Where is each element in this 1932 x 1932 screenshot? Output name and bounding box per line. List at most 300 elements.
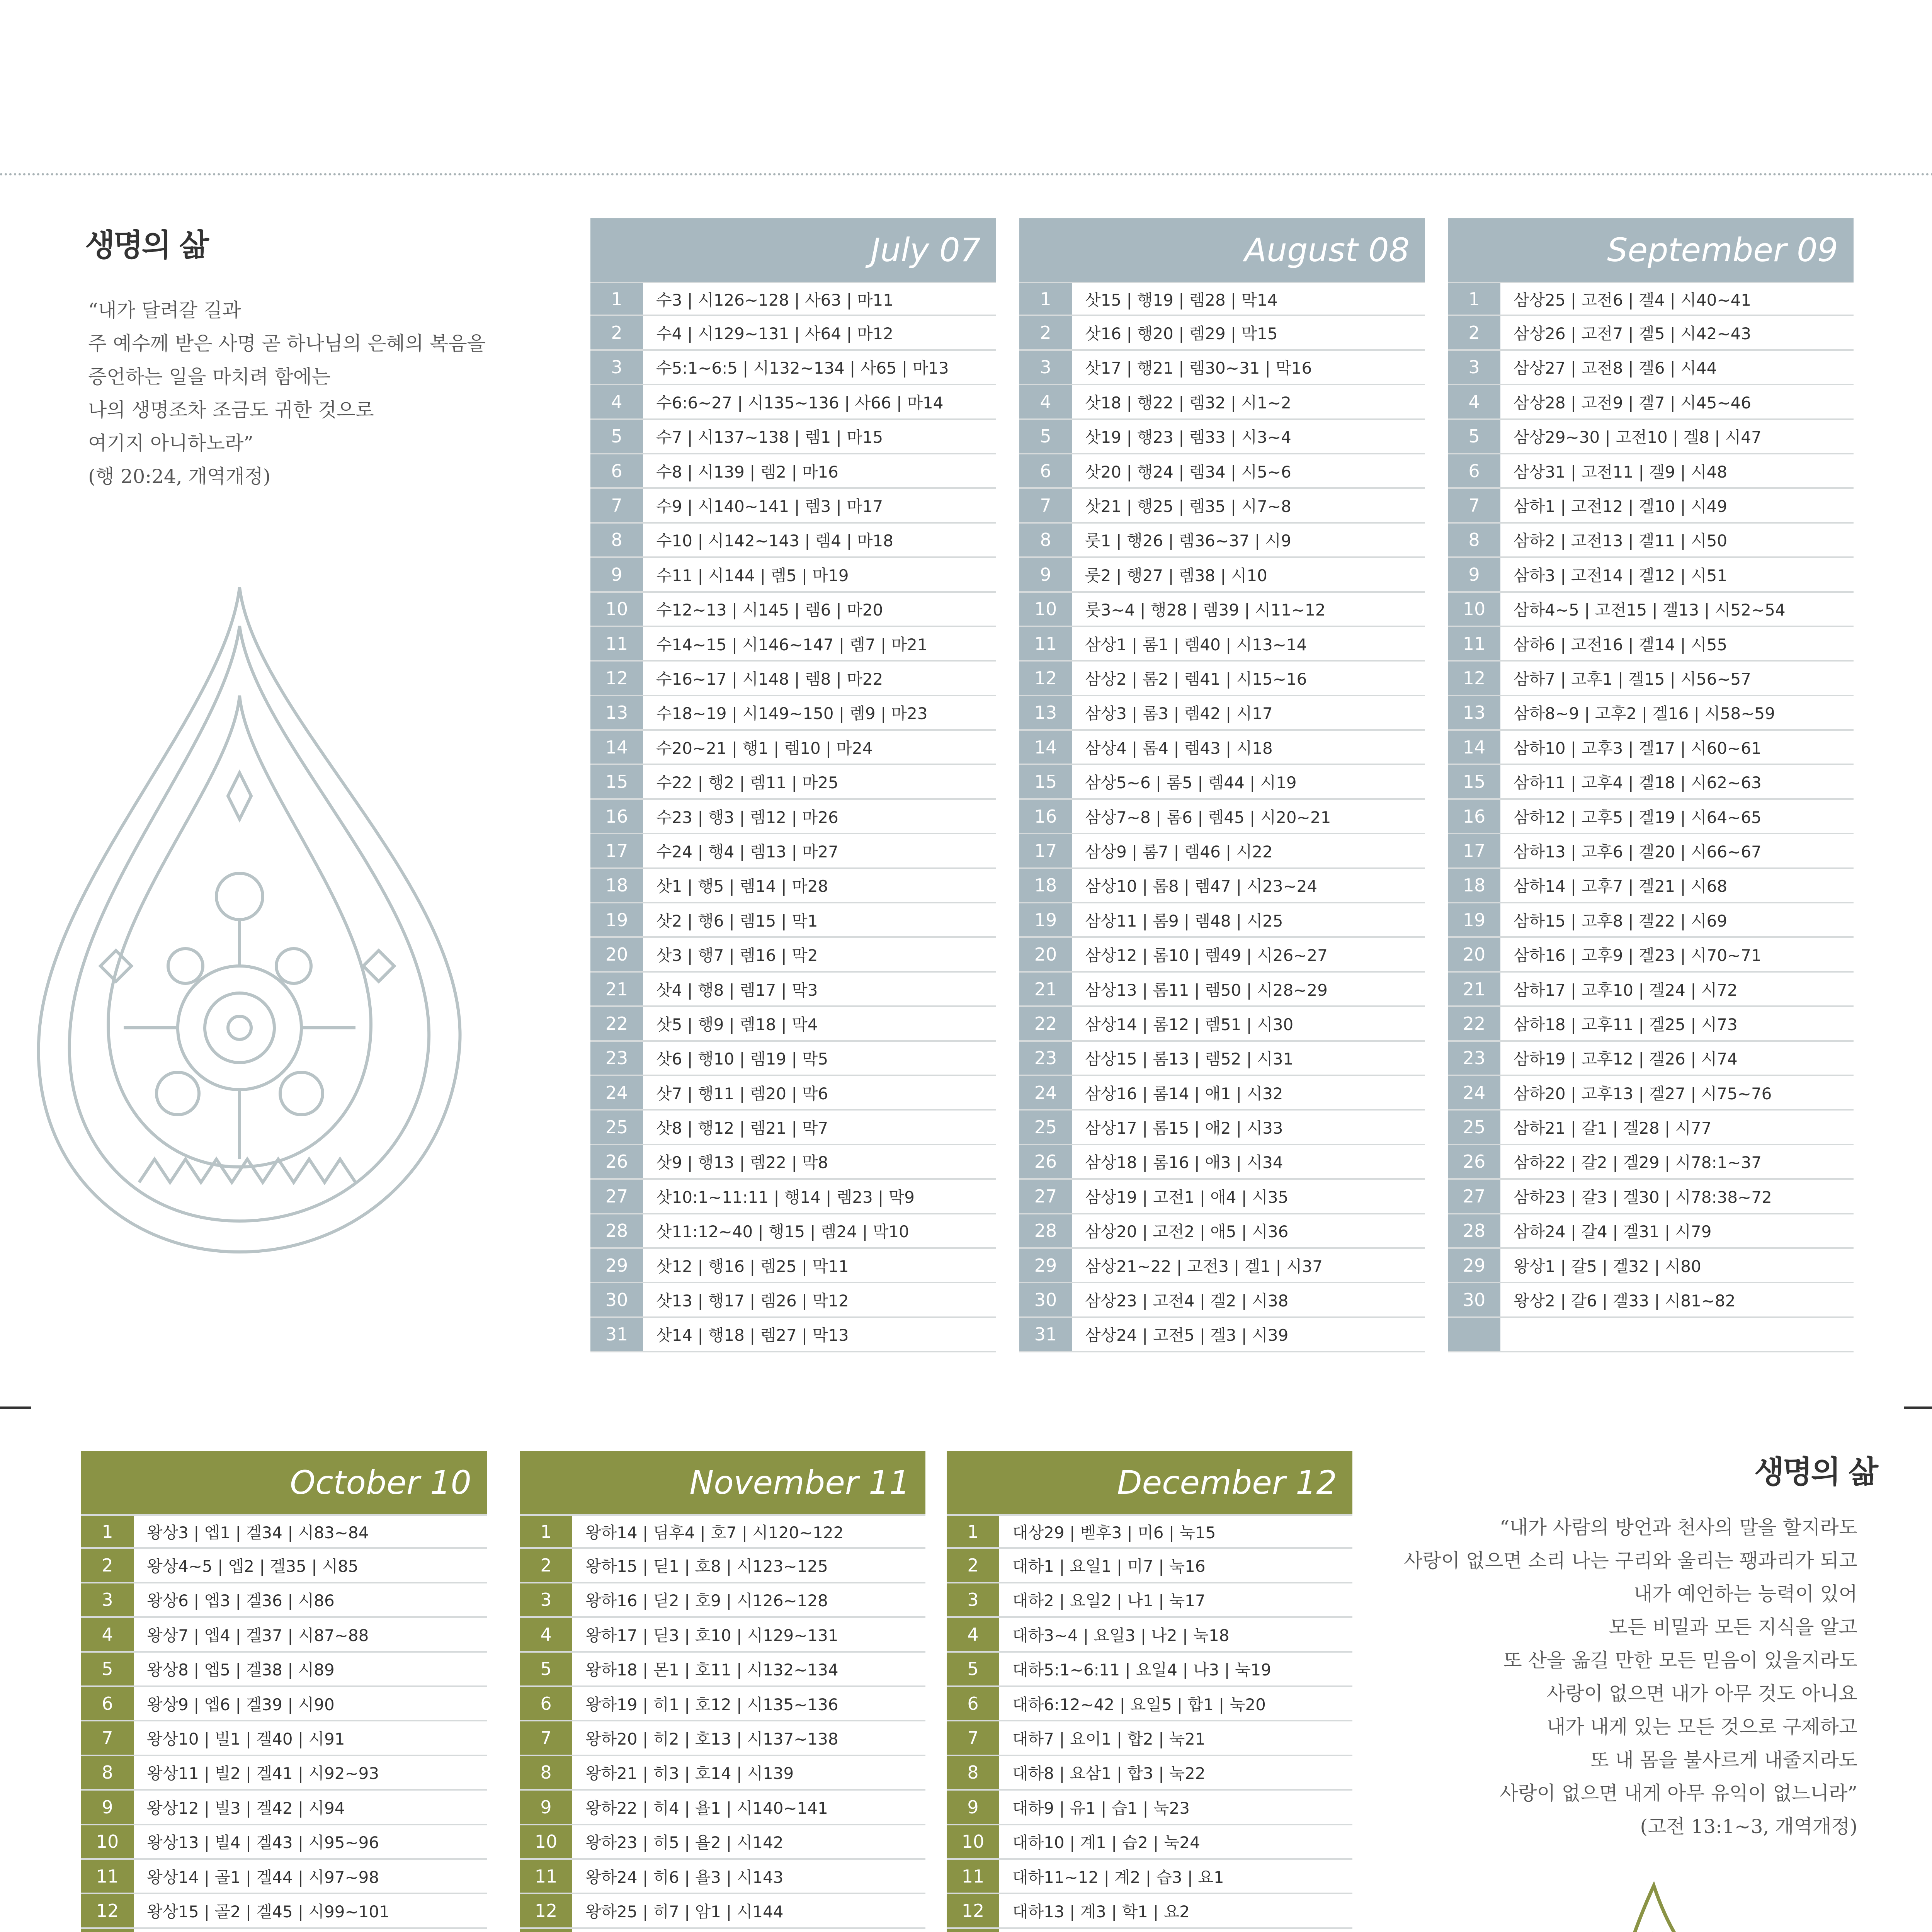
- day-number: [520, 1929, 574, 1932]
- day-number: 14: [1448, 731, 1502, 764]
- reading-row: [590, 1111, 996, 1145]
- day-number: 7: [590, 489, 645, 522]
- top-dotted-rule: [0, 173, 1932, 175]
- reading-text: 삿1 | 행5 | 렘14 | 마28: [656, 877, 828, 896]
- reading-text: 왕하18 | 몬1 | 호11 | 시132~134: [585, 1660, 838, 1680]
- day-number: 8: [947, 1756, 1001, 1789]
- reading-row: [1448, 696, 1854, 731]
- reading-row: [1448, 1180, 1854, 1214]
- reading-row: [1019, 938, 1425, 972]
- reading-row: [1448, 420, 1854, 454]
- reading-row: [1019, 800, 1425, 834]
- reading-text: 수5:1~6:5 | 시132~134 | 사65 | 마13: [656, 359, 949, 378]
- day-number: 28: [1448, 1214, 1502, 1247]
- day-number: 9: [520, 1791, 574, 1823]
- reading-rows: [1019, 282, 1425, 1352]
- reading-text: 수8 | 시139 | 렘2 | 마16: [656, 462, 838, 481]
- reading-text: 왕하14 | 딤후4 | 호7 | 시120~122: [585, 1523, 844, 1542]
- day-number: 8: [81, 1756, 135, 1789]
- magazine-logo-top: 생명의 삶: [85, 227, 207, 263]
- reading-row: [1448, 903, 1854, 938]
- day-number: 10: [947, 1825, 1001, 1858]
- reading-text: 수6:6~27 | 시135~136 | 사66 | 마14: [656, 393, 944, 412]
- reading-text: 왕상4~5 | 엡2 | 겔35 | 시85: [147, 1557, 359, 1576]
- day-number: 12: [1019, 662, 1073, 694]
- day-number: 17: [1019, 834, 1073, 867]
- day-number: 16: [1019, 800, 1073, 833]
- day-number: 14: [1019, 731, 1073, 764]
- reading-text: 수16~17 | 시148 | 렘8 | 마22: [656, 669, 883, 689]
- month-title: September 09: [1448, 218, 1854, 282]
- reading-row: [1448, 1007, 1854, 1041]
- reading-text: 삼하11 | 고후4 | 겔18 | 시62~63: [1514, 773, 1762, 793]
- reading-text: 대하13 | 계3 | 학1 | 요2: [1012, 1902, 1190, 1921]
- reading-row: [520, 1514, 925, 1549]
- reading-row: [1019, 1111, 1425, 1145]
- reading-text: 삼하23 | 갈3 | 겔30 | 시78:38~72: [1514, 1187, 1772, 1207]
- day-number: 11: [947, 1860, 1001, 1893]
- reading-row: [1448, 385, 1854, 420]
- day-number: 17: [1448, 834, 1502, 867]
- reading-text: 왕하19 | 히1 | 호12 | 시135~136: [585, 1695, 838, 1714]
- day-number: 25: [590, 1111, 645, 1143]
- reading-text: 왕상15 | 골2 | 겔45 | 시99~101: [147, 1902, 389, 1921]
- day-number: 9: [1448, 558, 1502, 591]
- month-table-december: [947, 1451, 1352, 1932]
- day-number: 26: [1448, 1145, 1502, 1178]
- reading-row: [590, 489, 996, 523]
- reading-text: 왕상3 | 엡1 | 겔34 | 시83~84: [147, 1523, 369, 1542]
- day-number: 24: [1448, 1076, 1502, 1109]
- reading-row: [590, 420, 996, 454]
- reading-row: [590, 938, 996, 972]
- day-number: 21: [590, 973, 645, 1005]
- reading-row: [1019, 351, 1425, 385]
- reading-text: 삿21 | 행25 | 렘35 | 시7~8: [1085, 497, 1291, 516]
- reading-row: [590, 351, 996, 385]
- reading-text: 대하5:1~6:11 | 요일4 | 나3 | 눅19: [1012, 1660, 1271, 1680]
- reading-row: [1448, 938, 1854, 972]
- month-table-october: [81, 1451, 487, 1932]
- reading-row: [590, 869, 996, 903]
- reading-text: 삿2 | 행6 | 렘15 | 막1: [656, 911, 818, 930]
- reading-row: [1448, 765, 1854, 799]
- reading-row: [81, 1721, 487, 1756]
- reading-text: 왕하25 | 히7 | 암1 | 시144: [585, 1902, 784, 1921]
- day-number: 10: [1448, 593, 1502, 626]
- reading-row: [947, 1653, 1352, 1687]
- day-number: 30: [1448, 1283, 1502, 1316]
- reading-text: 왕상11 | 빌2 | 겔41 | 시92~93: [147, 1764, 379, 1783]
- reading-row: [947, 1687, 1352, 1721]
- quote-line: 또 산을 옮길 만한 모든 믿음이 있을지라도: [1503, 1649, 1857, 1672]
- day-number: 21: [1019, 973, 1073, 1005]
- reading-row: [81, 1756, 487, 1791]
- reading-text: 수18~19 | 시149~150 | 렘9 | 마23: [656, 704, 928, 723]
- reading-text: 삿9 | 행13 | 렘22 | 막8: [656, 1153, 828, 1172]
- quote-line: 나의 생명조차 조금도 귀한 것으로: [88, 399, 374, 421]
- reading-row: [1448, 454, 1854, 489]
- day-number: 3: [520, 1583, 574, 1616]
- day-number: 31: [590, 1318, 645, 1351]
- reading-text: 삼상7~8 | 롬6 | 렘45 | 시20~21: [1085, 808, 1331, 827]
- reading-text: 삼상26 | 고전7 | 겔5 | 시42~43: [1514, 324, 1751, 344]
- reading-text: 삼하14 | 고후7 | 겔21 | 시68: [1514, 877, 1728, 896]
- day-number: [81, 1929, 135, 1932]
- reading-row: [81, 1618, 487, 1652]
- reading-row: [1019, 593, 1425, 627]
- reading-text: 수9 | 시140~141 | 렘3 | 마17: [656, 497, 883, 516]
- day-number: 1: [1448, 283, 1502, 315]
- reading-text: 왕상13 | 빌4 | 겔43 | 시95~96: [147, 1833, 379, 1852]
- reading-text: 수14~15 | 시146~147 | 렘7 | 마21: [656, 635, 928, 654]
- reading-row: [1019, 1249, 1425, 1283]
- day-number: 4: [81, 1618, 135, 1651]
- quote-line: “내가 달려갈 길과: [88, 299, 241, 321]
- reading-text: 삿17 | 행21 | 렘30~31 | 막16: [1085, 359, 1312, 378]
- day-number: 15: [590, 765, 645, 798]
- reading-row: [1019, 282, 1425, 316]
- reading-row: [1448, 316, 1854, 350]
- reading-text: 수12~13 | 시145 | 렘6 | 마20: [656, 600, 883, 620]
- reading-row: [947, 1514, 1352, 1549]
- reading-rows: [590, 282, 996, 1352]
- reading-row: [81, 1583, 487, 1618]
- reading-text: 삿20 | 행24 | 렘34 | 시5~6: [1085, 462, 1291, 481]
- day-number: 12: [947, 1894, 1001, 1927]
- day-number: 22: [590, 1007, 645, 1040]
- day-number: 20: [590, 938, 645, 971]
- reading-row: [1448, 282, 1854, 316]
- reading-text: 수3 | 시126~128 | 사63 | 마11: [656, 290, 893, 310]
- quote-line: 주 예수께 받은 사명 곧 하나님의 은혜의 복음을: [88, 332, 486, 355]
- quote-line: 사랑이 없으면 내가 아무 것도 아니요: [1547, 1682, 1857, 1705]
- reading-text: 왕상2 | 갈6 | 겔33 | 시81~82: [1514, 1291, 1736, 1311]
- day-number: 1: [1019, 283, 1073, 315]
- reading-row: [1019, 420, 1425, 454]
- reading-text: 삼상12 | 롬10 | 렘49 | 시26~27: [1085, 946, 1328, 965]
- day-number: 7: [1448, 489, 1502, 522]
- reading-row: [1019, 834, 1425, 869]
- day-number: 10: [590, 593, 645, 626]
- reading-text: 삿15 | 행19 | 렘28 | 막14: [1085, 290, 1278, 310]
- day-number: 23: [590, 1042, 645, 1075]
- day-number: 28: [1019, 1214, 1073, 1247]
- day-number: 17: [590, 834, 645, 867]
- reading-text: 삿10:1~11:11 | 행14 | 렘23 | 막9: [656, 1187, 915, 1207]
- reading-row: [1019, 1145, 1425, 1180]
- reading-row: [590, 385, 996, 420]
- day-number: 3: [947, 1583, 1001, 1616]
- reading-text: 삿16 | 행20 | 렘29 | 막15: [1085, 324, 1278, 344]
- day-number: 2: [520, 1549, 574, 1582]
- day-number: 6: [590, 454, 645, 487]
- reading-text: 왕하15 | 딛1 | 호8 | 시123~125: [585, 1557, 828, 1576]
- reading-text: 삼하12 | 고후5 | 겔19 | 시64~65: [1514, 808, 1762, 827]
- reading-row: [81, 1791, 487, 1825]
- day-number: 2: [1019, 316, 1073, 349]
- quote-line: 또 내 몸을 불사르게 내줄지라도: [1590, 1749, 1857, 1771]
- reading-row: [590, 973, 996, 1007]
- reading-text: 대하7 | 요이1 | 합2 | 눅21: [1012, 1730, 1206, 1749]
- reading-text: 삿8 | 행12 | 렘21 | 막7: [656, 1119, 828, 1138]
- reading-text: 왕상10 | 빌1 | 겔40 | 시91: [147, 1730, 345, 1749]
- day-number: 10: [1019, 593, 1073, 626]
- day-number: 12: [520, 1894, 574, 1927]
- day-number: 9: [81, 1791, 135, 1823]
- reading-text: 대하11~12 | 계2 | 습3 | 요1: [1012, 1867, 1224, 1887]
- day-number: 19: [590, 903, 645, 936]
- reading-text: 삼상13 | 롬11 | 렘50 | 시28~29: [1085, 980, 1328, 1000]
- reading-row: [520, 1618, 925, 1652]
- quote-corinthians: [1404, 1511, 1857, 1843]
- day-number: 1: [520, 1516, 574, 1547]
- reading-rows: [81, 1514, 487, 1932]
- month-table-august: [1019, 218, 1425, 1352]
- day-number: 10: [520, 1825, 574, 1858]
- day-number: 27: [1019, 1180, 1073, 1213]
- reading-text: 삼하19 | 고후12 | 겔26 | 시74: [1514, 1049, 1738, 1069]
- reading-row: [81, 1894, 487, 1929]
- reading-row: [520, 1791, 925, 1825]
- reading-row: [1448, 662, 1854, 696]
- reading-row: [947, 1929, 1352, 1932]
- day-number: 10: [81, 1825, 135, 1858]
- reading-text: 수4 | 시129~131 | 사64 | 마12: [656, 324, 893, 344]
- reading-text: 룻1 | 행26 | 렘36~37 | 시9: [1085, 531, 1291, 551]
- reading-row: [1019, 316, 1425, 350]
- reading-text: 대상29 | 벧후3 | 미6 | 눅15: [1012, 1523, 1216, 1542]
- reading-row: [1448, 1145, 1854, 1180]
- reading-row: [590, 696, 996, 731]
- reading-row: [520, 1929, 925, 1932]
- reading-text: 왕하22 | 히4 | 욜1 | 시140~141: [585, 1798, 828, 1818]
- day-number: 9: [1019, 558, 1073, 591]
- reading-text: 왕상7 | 엡4 | 겔37 | 시87~88: [147, 1626, 369, 1645]
- day-number: 8: [520, 1756, 574, 1789]
- month-title: December 12: [947, 1451, 1352, 1514]
- day-number: 24: [1019, 1076, 1073, 1109]
- quote-line: “내가 사람의 방언과 천사의 말을 할지라도: [1499, 1516, 1857, 1539]
- month-table-september: [1448, 218, 1854, 1352]
- reading-row: [947, 1860, 1352, 1894]
- reading-row: [1019, 454, 1425, 489]
- reading-row: [81, 1514, 487, 1549]
- day-number: 20: [1019, 938, 1073, 971]
- reading-row: [1019, 524, 1425, 558]
- reading-row: [1019, 385, 1425, 420]
- day-number: 16: [590, 800, 645, 833]
- reading-row: [590, 834, 996, 869]
- reading-text: 삼상11 | 롬9 | 렘48 | 시25: [1085, 911, 1283, 930]
- reading-row: [81, 1687, 487, 1721]
- reading-text: 삼상27 | 고전8 | 겔6 | 시44: [1514, 359, 1717, 378]
- reading-row: [590, 454, 996, 489]
- reading-row: [81, 1653, 487, 1687]
- reading-row: [520, 1825, 925, 1860]
- day-number: 11: [520, 1860, 574, 1893]
- day-number: 14: [590, 731, 645, 764]
- reading-row: [1448, 1318, 1854, 1352]
- reading-text: 대하6:12~42 | 요일5 | 합1 | 눅20: [1012, 1695, 1266, 1714]
- reading-row: [1019, 1076, 1425, 1111]
- day-number: 21: [1448, 973, 1502, 1005]
- day-number: 4: [947, 1618, 1001, 1651]
- reading-text: 삼상15 | 롬13 | 렘52 | 시31: [1085, 1049, 1294, 1069]
- quote-line: 모든 비밀과 모든 지식을 알고: [1609, 1616, 1857, 1638]
- quote-acts: [88, 294, 486, 493]
- reading-text: 대하1 | 요일1 | 미7 | 눅16: [1012, 1557, 1206, 1576]
- day-number: 2: [81, 1549, 135, 1582]
- day-number: 18: [590, 869, 645, 902]
- reading-row: [81, 1929, 487, 1932]
- reading-row: [590, 1042, 996, 1076]
- reading-text: 왕하21 | 히3 | 호14 | 시139: [585, 1764, 794, 1783]
- reading-text: 수22 | 행2 | 렘11 | 마25: [656, 773, 838, 793]
- reading-row: [590, 1076, 996, 1111]
- day-number: 12: [81, 1894, 135, 1927]
- reading-row: [1448, 1283, 1854, 1318]
- reading-text: 삼상4 | 롬4 | 렘43 | 시18: [1085, 738, 1273, 758]
- reading-text: 삼하18 | 고후11 | 겔25 | 시73: [1514, 1015, 1738, 1034]
- reading-row: [1448, 489, 1854, 523]
- day-number: 22: [1448, 1007, 1502, 1040]
- reading-text: 수24 | 행4 | 렘13 | 마27: [656, 842, 838, 861]
- reading-row: [520, 1653, 925, 1687]
- reading-text: 삿14 | 행18 | 렘27 | 막13: [656, 1326, 849, 1345]
- reading-row: [1448, 731, 1854, 765]
- reading-row: [1448, 558, 1854, 592]
- reading-row: [520, 1860, 925, 1894]
- day-number: 22: [1019, 1007, 1073, 1040]
- reading-row: [81, 1549, 487, 1583]
- day-number: 9: [947, 1791, 1001, 1823]
- reading-text: 삼상17 | 롬15 | 애2 | 시33: [1085, 1119, 1283, 1138]
- day-number: 31: [1019, 1318, 1073, 1351]
- reading-row: [1019, 765, 1425, 799]
- reading-row: [590, 662, 996, 696]
- day-number: 1: [81, 1516, 135, 1547]
- reading-row: [590, 1283, 996, 1318]
- reading-text: 삼하15 | 고후8 | 겔22 | 시69: [1514, 911, 1728, 930]
- reading-text: 삿5 | 행9 | 렘18 | 막4: [656, 1015, 818, 1034]
- day-number: 6: [1448, 454, 1502, 487]
- day-number: 7: [1019, 489, 1073, 522]
- day-number: 15: [1448, 765, 1502, 798]
- reading-text: 삿19 | 행23 | 렘33 | 시3~4: [1085, 428, 1291, 447]
- reading-text: 삼상28 | 고전9 | 겔7 | 시45~46: [1514, 393, 1751, 412]
- day-number: 27: [1448, 1180, 1502, 1213]
- reading-row: [947, 1549, 1352, 1583]
- reading-text: 삼하10 | 고후3 | 겔17 | 시60~61: [1514, 738, 1762, 758]
- reading-text: 대하10 | 계1 | 습2 | 눅24: [1012, 1833, 1200, 1852]
- day-number: 25: [1448, 1111, 1502, 1143]
- day-number: 30: [590, 1283, 645, 1316]
- reading-text: 삼하4~5 | 고전15 | 겔13 | 시52~54: [1514, 600, 1786, 620]
- day-number: [947, 1929, 1001, 1932]
- reading-row: [590, 282, 996, 316]
- reading-text: 삼하13 | 고후6 | 겔20 | 시66~67: [1514, 842, 1762, 861]
- reading-row: [1019, 869, 1425, 903]
- day-number: 5: [590, 420, 645, 453]
- reading-text: 삼상16 | 롬14 | 애1 | 시32: [1085, 1084, 1283, 1103]
- reading-text: 삿18 | 행22 | 렘32 | 시1~2: [1085, 393, 1291, 412]
- day-number: 19: [1019, 903, 1073, 936]
- reading-row: [590, 1007, 996, 1041]
- day-number: 3: [590, 351, 645, 384]
- reading-row: [1019, 1283, 1425, 1318]
- reading-text: 삼하17 | 고후10 | 겔24 | 시72: [1514, 980, 1738, 1000]
- reading-text: 삼상5~6 | 롬5 | 렘44 | 시19: [1085, 773, 1297, 793]
- reading-text: 삼상25 | 고전6 | 겔4 | 시40~41: [1514, 290, 1751, 310]
- reading-text: 대하3~4 | 요일3 | 나2 | 눅18: [1012, 1626, 1230, 1645]
- day-number: 12: [590, 662, 645, 694]
- day-number: 8: [590, 524, 645, 556]
- reading-row: [1448, 593, 1854, 627]
- reading-text: 왕하17 | 딛3 | 호10 | 시129~131: [585, 1626, 838, 1645]
- reading-row: [1019, 973, 1425, 1007]
- reading-row: [947, 1894, 1352, 1929]
- reading-row: [590, 903, 996, 938]
- day-number: 13: [1448, 696, 1502, 729]
- reading-text: 삿6 | 행10 | 렘19 | 막5: [656, 1049, 828, 1069]
- day-number: 4: [1019, 385, 1073, 418]
- reading-row: [1019, 1214, 1425, 1249]
- reading-row: [81, 1860, 487, 1894]
- reading-text: 왕하16 | 딛2 | 호9 | 시126~128: [585, 1591, 828, 1611]
- reading-row: [1448, 800, 1854, 834]
- day-number: 1: [947, 1516, 1001, 1547]
- reading-row: [81, 1825, 487, 1860]
- day-number: 20: [1448, 938, 1502, 971]
- reading-rows: [947, 1514, 1352, 1932]
- reading-row: [947, 1721, 1352, 1756]
- reading-row: [590, 593, 996, 627]
- day-number: 15: [1019, 765, 1073, 798]
- day-number: 1: [590, 283, 645, 315]
- reading-text: 왕하20 | 히2 | 호13 | 시137~138: [585, 1730, 838, 1749]
- reading-row: [520, 1549, 925, 1583]
- reading-row: [590, 1180, 996, 1214]
- day-number: 12: [1448, 662, 1502, 694]
- reading-row: [590, 1214, 996, 1249]
- reading-row: [590, 558, 996, 592]
- reading-row: [947, 1825, 1352, 1860]
- quote-line: 사랑이 없으면 소리 나는 구리와 울리는 꽹과리가 되고: [1404, 1549, 1857, 1572]
- reading-row: [1448, 1249, 1854, 1283]
- reading-row: [1019, 489, 1425, 523]
- quote-line: 증언하는 일을 마치려 함에는: [88, 366, 331, 388]
- month-table-november: [520, 1451, 925, 1932]
- day-number: 11: [1019, 627, 1073, 660]
- day-number: 28: [590, 1214, 645, 1247]
- day-number: 23: [1448, 1042, 1502, 1075]
- reading-text: 대하8 | 요삼1 | 합3 | 눅22: [1012, 1764, 1206, 1783]
- day-number: 4: [1448, 385, 1502, 418]
- reading-row: [520, 1894, 925, 1929]
- reading-row: [1448, 1111, 1854, 1145]
- month-title: August 08: [1019, 218, 1425, 282]
- reading-row: [947, 1618, 1352, 1652]
- reading-text: 삼상23 | 고전4 | 겔2 | 시38: [1085, 1291, 1289, 1311]
- reading-text: 삼상9 | 롬7 | 렘46 | 시22: [1085, 842, 1273, 861]
- reading-text: 삿4 | 행8 | 렘17 | 막3: [656, 980, 818, 1000]
- reading-text: 룻3~4 | 행28 | 렘39 | 시11~12: [1085, 600, 1326, 620]
- reading-text: 삼상3 | 롬3 | 렘42 | 시17: [1085, 704, 1273, 723]
- day-number: 13: [590, 696, 645, 729]
- day-number: 5: [81, 1653, 135, 1685]
- day-number: 16: [1448, 800, 1502, 833]
